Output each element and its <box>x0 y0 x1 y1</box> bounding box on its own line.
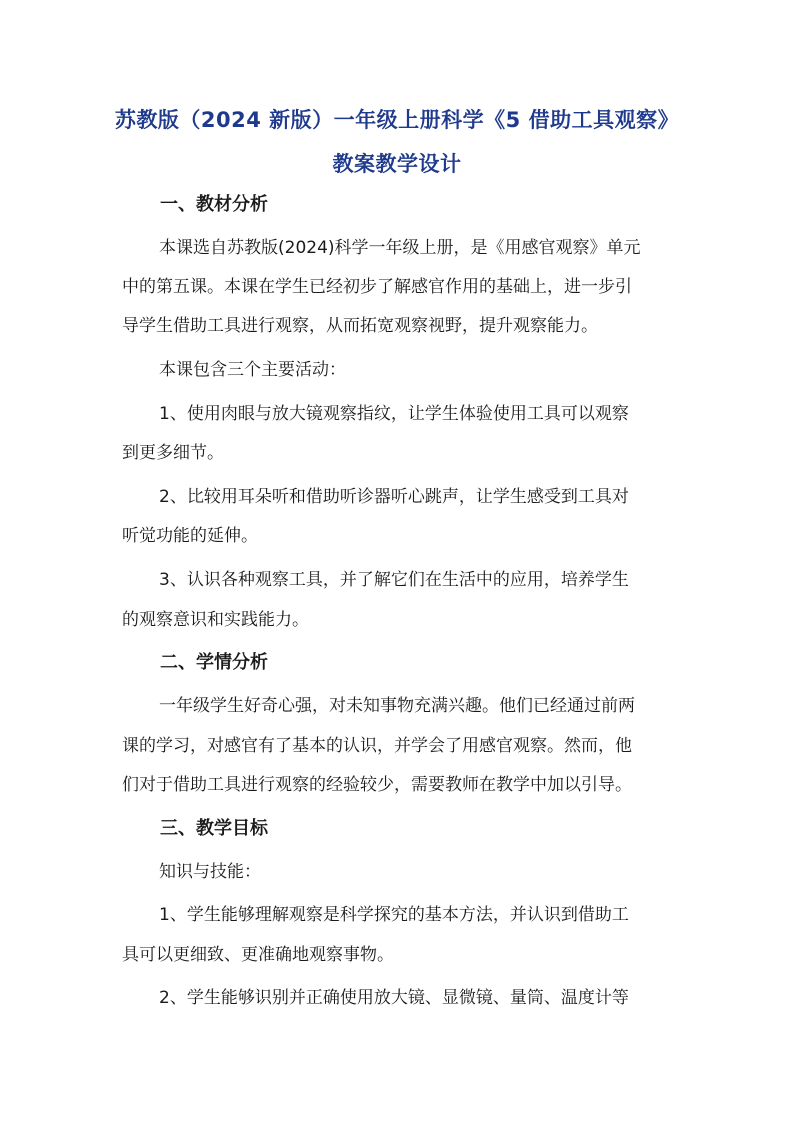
list-item-line: 到更多细节。 <box>122 443 224 463</box>
list-item-line: 1、使用肉眼与放大镜观察指纹，让学生体验使用工具可以观察 <box>159 404 629 424</box>
list-item-line: 的观察意识和实践能力。 <box>122 610 309 630</box>
paragraph-line: 课的学习，对感官有了基本的认识，并学会了用感官观察。然而，他 <box>122 736 632 756</box>
paragraph-line: 们对于借助工具进行观察的经验较少，需要教师在教学中加以引导。 <box>122 775 632 795</box>
paragraph-line: 本课包含三个主要活动： <box>159 360 346 380</box>
list-item-line: 2、比较用耳朵听和借助听诊器听心跳声，让学生感受到工具对 <box>159 487 629 507</box>
document-title-line2: 教案教学设计 <box>332 152 462 176</box>
paragraph-line: 一年级学生好奇心强，对未知事物充满兴趣。他们已经通过前两 <box>159 696 635 716</box>
paragraph-line: 中的第五课。本课在学生已经初步了解感官作用的基础上，进一步引 <box>122 277 632 297</box>
list-item-line: 2、学生能够识别并正确使用放大镜、显微镜、量筒、温度计等 <box>159 988 629 1008</box>
section-heading-materials: 一、教材分析 <box>160 194 268 215</box>
paragraph-line: 本课选自苏教版(2024)科学一年级上册，是《用感官观察》单元 <box>159 238 641 258</box>
list-item-line: 听觉功能的延伸。 <box>122 526 258 546</box>
section-heading-students: 二、学情分析 <box>160 652 268 673</box>
list-item-line: 3、认识各种观察工具，并了解它们在生活中的应用，培养学生 <box>159 570 629 590</box>
section-heading-goals: 三、教学目标 <box>160 818 268 839</box>
document-title-line1: 苏教版（2024 新版）一年级上册科学《5 借助工具观察》 <box>114 108 680 132</box>
list-item-line: 具可以更细致、更准确地观察事物。 <box>122 945 394 965</box>
list-item-line: 1、学生能够理解观察是科学探究的基本方法，并认识到借助工 <box>159 905 629 925</box>
subheading: 知识与技能： <box>159 862 261 882</box>
paragraph-line: 导学生借助工具进行观察，从而拓宽观察视野，提升观察能力。 <box>122 316 598 336</box>
